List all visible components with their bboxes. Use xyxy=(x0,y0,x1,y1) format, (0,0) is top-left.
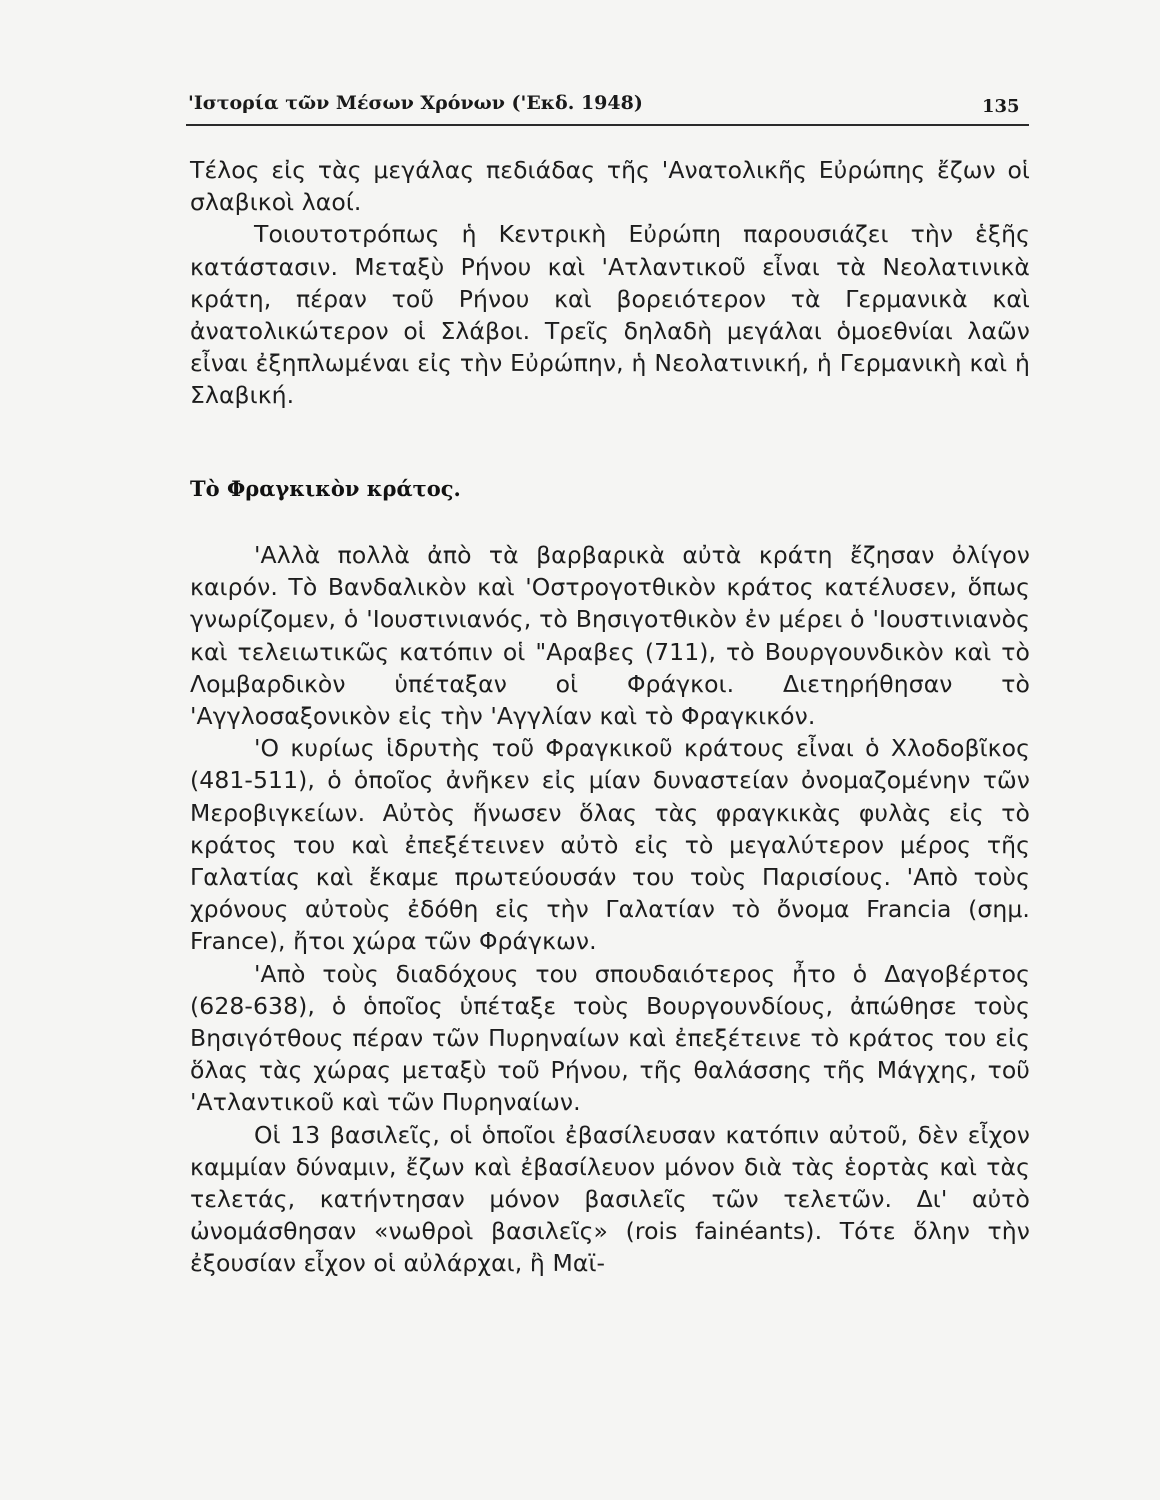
paragraph: Τοιουτοτρόπως ἡ Κεντρικὴ Εὐρώπη παρουσιάζει τὴν ἑξῆς κατάστασιν. Μεταξὺ Ρήνου καὶ 'Ατλαντικοῦ εἶναι τὰ Νεολατινικὰ κράτη, πέραν τοῦ Ρήνου καὶ βορειότερον τὰ Γερμανικὰ καὶ ἀνατολικώτερον οἱ Σλάβοι. Τρεῖς δηλαδὴ μεγάλαι ὁμοεθνίαι λαῶν εἶναι ἐξηπλωμέναι εἰς τὴν Εὐρώπην, ἡ Νεολατινική, ἡ Γερμανικὴ καὶ ἡ Σλαβική. xyxy=(190,220,1030,410)
frankish-kingdom-text-block xyxy=(190,539,1030,1280)
paragraph: 'Απὸ τοὺς διαδόχους του σπουδαιότερος ἦτο ὁ Δαγοβέρτος (628-638), ὁ ὁποῖος ὑπέταξε τοὺς Βουργουνδίους, ἀπώθησε τοὺς Βησιγότθους πέραν τῶν Πυρηναίων καὶ ἐπεξέτεινε τὸ κράτος του εἰς ὅλας τὰς χώρας μεταξὺ τοῦ Ρήνου, τῆς θαλάσσης τῆς Μάγχης, τοῦ 'Ατλαντικοῦ καὶ τῶν Πυρηναίων. xyxy=(190,959,1030,1117)
header-rule xyxy=(186,124,1029,126)
paragraph: Τέλος εἰς τὰς μεγάλας πεδιάδας τῆς 'Ανατολικῆς Εὐρώπης ἔζων οἱ σλαβικοὶ λαοί. xyxy=(190,156,1030,217)
page-number: 135 xyxy=(982,96,1020,117)
running-head-title: 'Ιστορία τῶν Μέσων Χρόνων ('Εκδ. 1948) xyxy=(188,92,643,114)
paragraph: 'Αλλὰ πολλὰ ἀπὸ τὰ βαρβαρικὰ αὐτὰ κράτη ἔζησαν ὀλίγον καιρόν. Τὸ Βανδαλικὸν καὶ 'Οστρογοτθικὸν κράτος κατέλυσεν, ὅπως γνωρίζομεν, ὁ 'Ιουστινιανός, τὸ Βησιγοτθικὸν ἐν μέρει ὁ 'Ιουστινιανὸς καὶ τελειωτικῶς κατόπιν οἱ "Αραβες (711), τὸ Βουργουνδικὸν καὶ τὸ Λομβαρδικὸν ὑπέταξαν οἱ Φράγκοι. Διετηρήθησαν τὸ 'Αγγλοσαξονικὸν εἰς τὴν 'Αγγλίαν καὶ τὸ Φραγκικόν. xyxy=(190,541,1030,731)
intro-text-block xyxy=(190,154,1030,412)
section-heading: Τὸ Φραγκικὸν κράτος. xyxy=(190,476,461,501)
paragraph: Οἱ 13 βασιλεῖς, οἱ ὁποῖοι ἐβασίλευσαν κατόπιν αὐτοῦ, δὲν εἶχον καμμίαν δύναμιν, ἔζων καὶ ἐβασίλευον μόνον διὰ τὰς ἑορτὰς καὶ τὰς τελετάς, κατήντησαν μόνον βασιλεῖς τῶν τελετῶν. Δι' αὐτὸ ὠνομάσθησαν «νωθροὶ βασιλεῖς» (rois fainéants). Τότε ὅλην τὴν ἐξουσίαν εἶχον οἱ αὐλάρχαι, ἢ Μαϊ- xyxy=(190,1120,1030,1278)
paragraph: 'Ο κυρίως ἱδρυτὴς τοῦ Φραγκικοῦ κράτους εἶναι ὁ Χλοδοβῖκος (481-511), ὁ ὁποῖος ἀνῆκεν εἰς μίαν δυναστείαν ὀνομαζομένην τῶν Μεροβιγκείων. Αὐτὸς ἥνωσεν ὅλας τὰς φραγκικὰς φυλὰς εἰς τὸ κράτος του καὶ ἐπεξέτεινεν αὐτὸ εἰς τὸ μεγαλύτερον μέρος τῆς Γαλατίας καὶ ἔκαμε πρωτεύουσάν του τοὺς Παρισίους. 'Απὸ τοὺς χρόνους αὐτοὺς ἐδόθη εἰς τὴν Γαλατίαν τὸ ὄνομα Francia (σημ. France), ἤτοι χώρα τῶν Φράγκων. xyxy=(190,734,1030,956)
